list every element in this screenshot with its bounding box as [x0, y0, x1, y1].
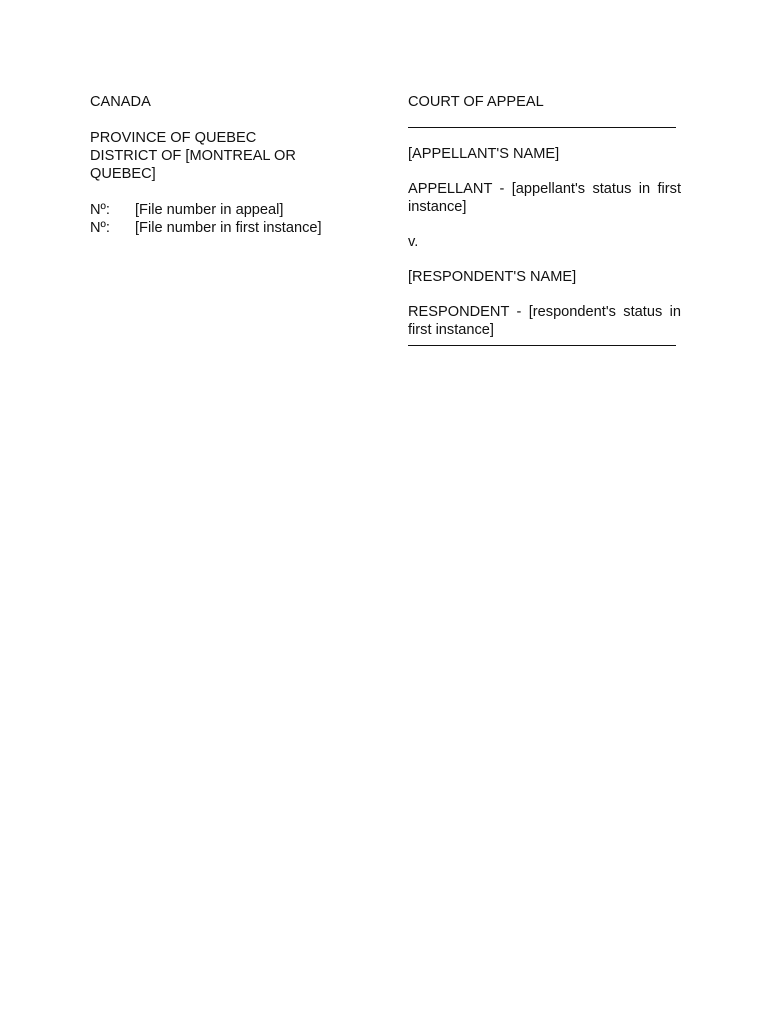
file-number-value: [File number in first instance]: [135, 220, 322, 236]
parties-block: [408, 93, 681, 346]
file-number-value: [File number in appeal]: [135, 202, 284, 218]
file-number-row-appeal: [90, 201, 350, 219]
province-label: PROVINCE OF QUEBEC: [90, 130, 257, 146]
file-numbers: [90, 201, 350, 237]
top-divider: [408, 127, 676, 128]
file-number-label: Nº:: [90, 220, 110, 236]
district-label: DISTRICT OF [MONTREAL OR QUEBEC]: [90, 148, 296, 182]
respondent-status: RESPONDENT - [respondent's status in first instance]: [408, 304, 681, 338]
respondent-name: [RESPONDENT'S NAME]: [408, 269, 577, 285]
appellant-name: [APPELLANT'S NAME]: [408, 146, 560, 162]
file-number-label: Nº:: [90, 202, 110, 218]
appellant-status: APPELLANT - [appellant's status in first instance]: [408, 181, 681, 215]
versus-label: v.: [408, 234, 419, 250]
court-title: COURT OF APPEAL: [408, 94, 544, 110]
jurisdiction-block: [90, 93, 350, 237]
file-number-row-first-instance: [90, 219, 350, 237]
bottom-divider: [408, 345, 676, 346]
country-label: CANADA: [90, 94, 151, 110]
